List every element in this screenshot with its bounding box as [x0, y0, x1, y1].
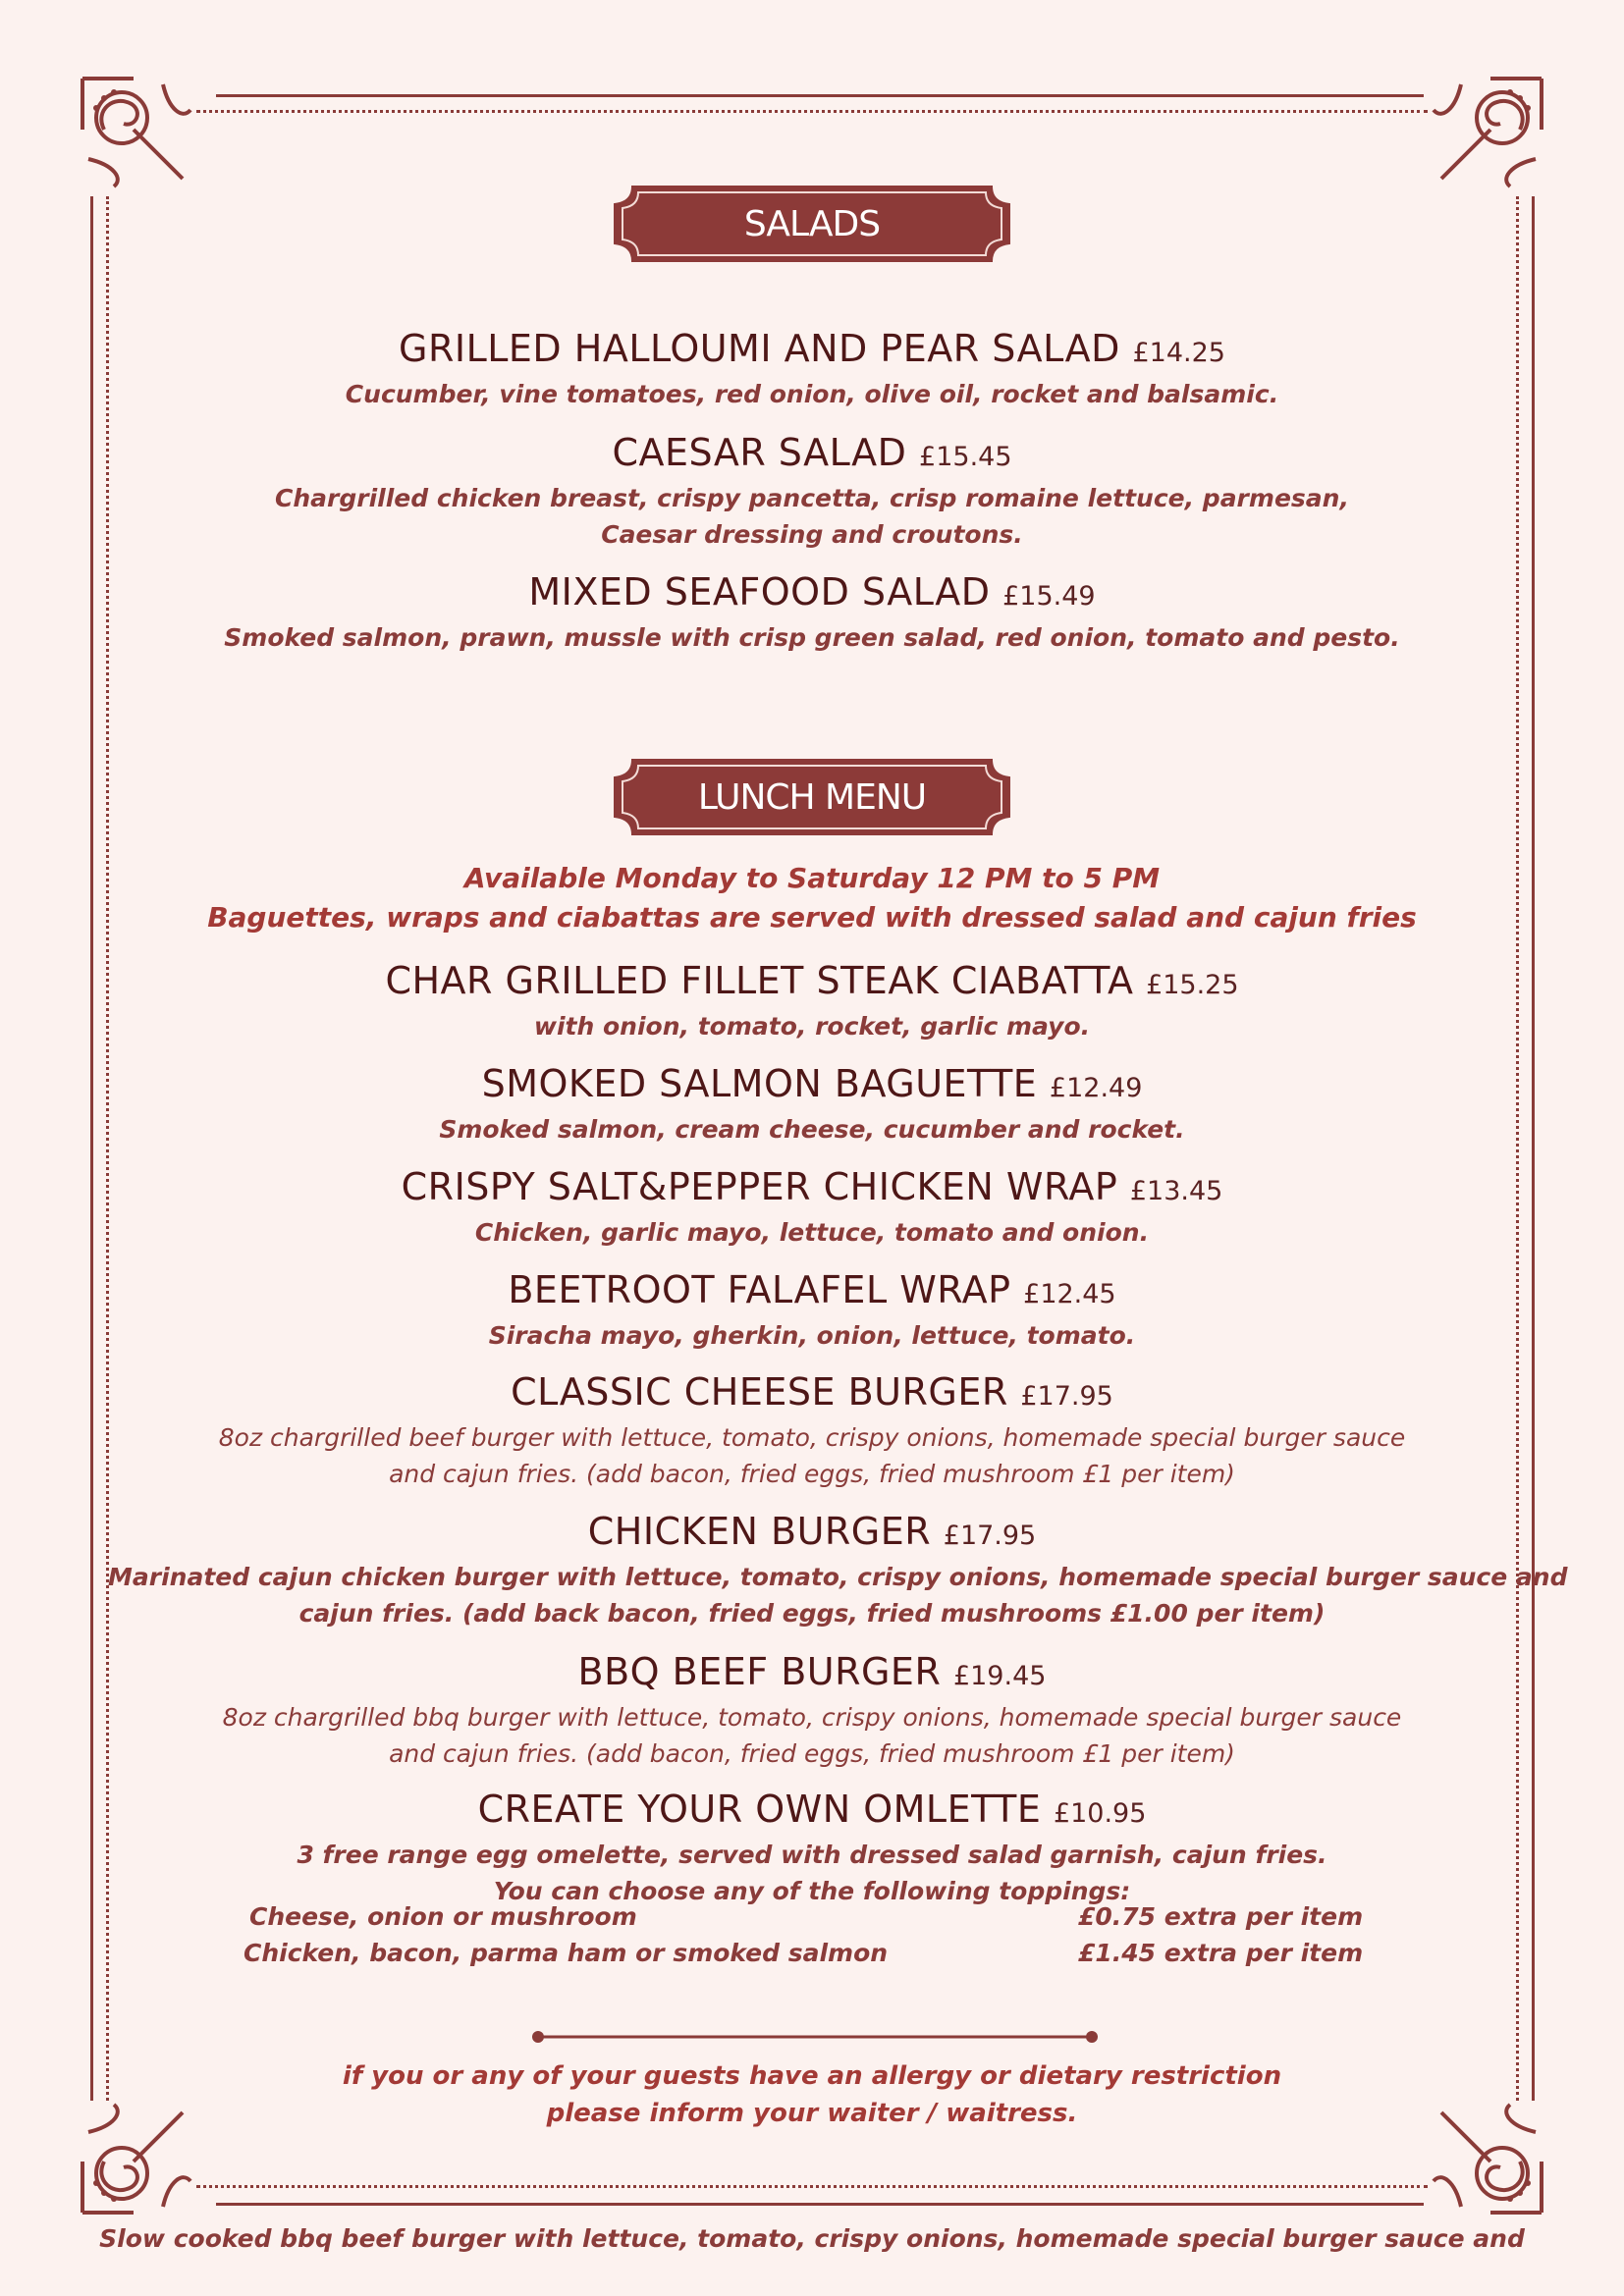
item-description: and cajun fries. (add bacon, fried eggs, fried mushroom £1 per item)	[389, 1739, 1235, 1768]
frame-right-solid	[1532, 196, 1535, 2101]
divider	[530, 2028, 1100, 2046]
menu-item	[108, 1369, 1516, 1492]
item-name: CHAR GRILLED FILLET STEAK CIABATTA	[385, 959, 1134, 1002]
item-name: CREATE YOUR OWN OMLETTE	[477, 1788, 1042, 1831]
item-price: £14.25	[1132, 338, 1225, 368]
menu-item	[108, 1061, 1516, 1148]
frame-top-dotted	[196, 110, 1428, 113]
item-price: £19.45	[952, 1661, 1047, 1691]
item-name: BBQ BEEF BURGER	[577, 1650, 942, 1693]
menu-item	[108, 326, 1516, 412]
lunch-notes	[108, 859, 1516, 937]
frame-left-solid	[90, 196, 93, 2101]
item-price: £15.25	[1146, 970, 1239, 1000]
item-description: cajun fries. (add back bacon, fried eggs, fried mushrooms £1.00 per item)	[298, 1599, 1326, 1628]
item-description: with onion, tomato, rocket, garlic mayo.	[533, 1012, 1091, 1041]
frame-bottom-dotted	[196, 2185, 1428, 2188]
item-name: BEETROOT FALAFEL WRAP	[508, 1268, 1011, 1311]
salads-heading: SALADS	[743, 203, 881, 244]
item-price: £10.95	[1053, 1798, 1147, 1829]
corner-ornament-icon	[1432, 71, 1549, 188]
item-name: GRILLED HALLOUMI AND PEAR SALAD	[399, 327, 1120, 370]
item-description: You can choose any of the following toppings:	[493, 1877, 1131, 1905]
item-name: CRISPY SALT&PEPPER CHICKEN WRAP	[401, 1165, 1118, 1208]
item-price: £15.45	[919, 442, 1012, 472]
menu-item	[108, 1267, 1516, 1354]
topping-price: £0.75 extra per item	[1078, 1902, 1364, 1931]
served-note: Baguettes, wraps and ciabattas are served with dressed salad and cajun fries	[207, 901, 1417, 934]
item-name: MIXED SEAFOOD SALAD	[528, 570, 991, 614]
footer-overflow-text: Slow cooked bbq beef burger with lettuce, tomato, crispy onions, homemade special burger sauce and	[99, 2224, 1525, 2253]
item-price: £15.49	[1002, 581, 1096, 612]
lunch-menu-heading-banner	[611, 756, 1013, 838]
item-price: £17.95	[943, 1521, 1037, 1551]
topping-label: Cheese, onion or mushroom	[249, 1902, 637, 1931]
item-description: 8oz chargrilled beef burger with lettuce, tomato, crispy onions, homemade special burger sauce	[218, 1423, 1406, 1452]
item-description: Smoked salmon, cream cheese, cucumber and rocket.	[439, 1115, 1185, 1144]
topping-label: Chicken, bacon, parma ham or smoked salmon	[244, 1939, 889, 1967]
item-price: £12.49	[1049, 1073, 1143, 1103]
topping-price: £1.45 extra per item	[1078, 1939, 1364, 1967]
item-description: 3 free range egg omelette, served with dressed salad garnish, cajun fries.	[297, 1841, 1327, 1869]
menu-item	[108, 1164, 1516, 1251]
menu-item	[108, 1509, 1568, 1631]
availability-note: Available Monday to Saturday 12 PM to 5 PM	[463, 862, 1161, 894]
menu-item	[108, 958, 1516, 1044]
item-description: Marinated cajun chicken burger with lettuce, tomato, crispy onions, homemade special burger sauce and	[108, 1563, 1568, 1591]
menu-item	[108, 1787, 1516, 1909]
item-description: Siracha mayo, gherkin, onion, lettuce, tomato.	[488, 1321, 1136, 1350]
item-name: SMOKED SALMON BAGUETTE	[481, 1062, 1038, 1105]
allergy-line: if you or any of your guests have an allergy or dietary restriction	[342, 2061, 1282, 2091]
allergy-line: please inform your waiter / waitress.	[546, 2099, 1078, 2128]
salads-heading-banner	[611, 183, 1013, 265]
frame-top-solid	[216, 94, 1424, 97]
menu-item	[108, 1649, 1516, 1772]
item-description: Caesar dressing and croutons.	[601, 520, 1023, 549]
item-name: CLASSIC CHEESE BURGER	[511, 1370, 1008, 1414]
item-price: £12.45	[1023, 1279, 1116, 1309]
item-description: Cucumber, vine tomatoes, red onion, olive oil, rocket and balsamic.	[345, 380, 1279, 408]
frame-bottom-solid	[216, 2203, 1424, 2206]
item-name: CAESAR SALAD	[612, 431, 907, 474]
item-description: Smoked salmon, prawn, mussle with crisp green salad, red onion, tomato and pesto.	[224, 623, 1400, 652]
item-name: CHICKEN BURGER	[587, 1510, 932, 1553]
menu-item	[108, 430, 1516, 553]
corner-ornament-icon	[75, 71, 192, 188]
menu-item	[108, 569, 1516, 656]
item-description: Chargrilled chicken breast, crispy pancetta, crisp romaine lettuce, parmesan,	[275, 484, 1349, 512]
allergy-notice	[108, 2057, 1516, 2132]
item-price: £17.95	[1020, 1381, 1113, 1412]
frame-right-dotted	[1516, 196, 1519, 2101]
item-price: £13.45	[1129, 1176, 1223, 1206]
item-description: Chicken, garlic mayo, lettuce, tomato and onion.	[474, 1218, 1150, 1247]
item-description: 8oz chargrilled bbq burger with lettuce, tomato, crispy onions, homemade special burger sauce	[222, 1703, 1402, 1732]
item-description: and cajun fries. (add bacon, fried eggs, fried mushroom £1 per item)	[389, 1460, 1235, 1488]
lunch-menu-heading: LUNCH MENU	[697, 776, 927, 818]
